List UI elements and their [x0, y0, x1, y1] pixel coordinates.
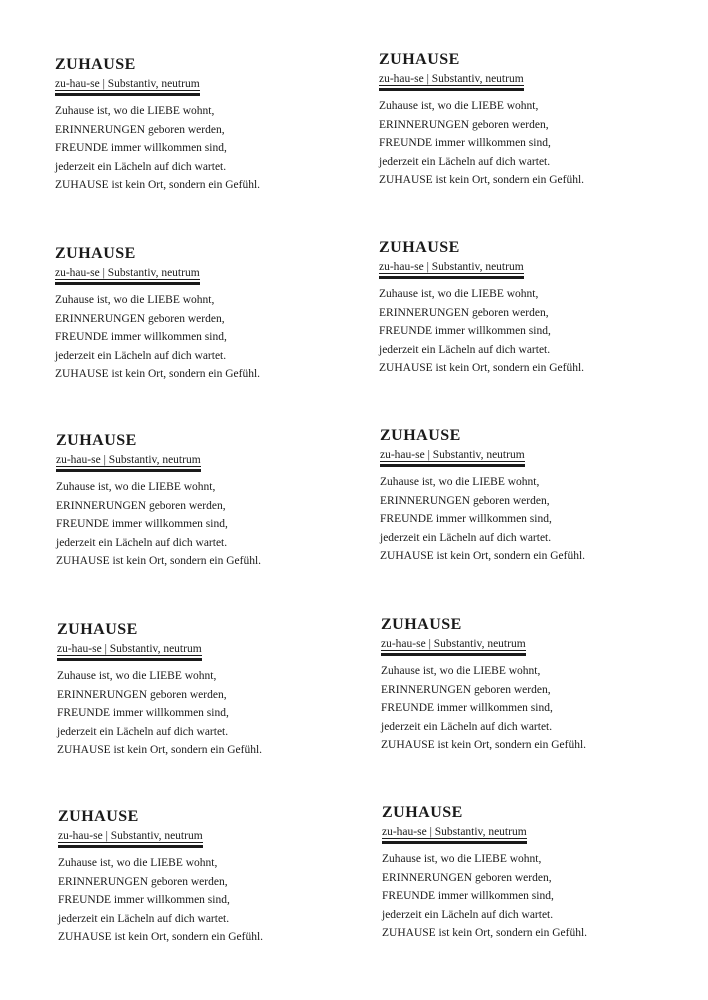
body-line: Zuhause ist, wo die LIEBE wohnt, [380, 476, 540, 488]
body-line: Zuhause ist, wo die LIEBE wohnt, [58, 857, 218, 869]
body-line: Zuhause ist, wo die LIEBE wohnt, [55, 105, 215, 117]
card-title: ZUHAUSE [57, 621, 138, 638]
body-line: Zuhause ist, wo die LIEBE wohnt, [56, 481, 216, 493]
body-line: jederzeit ein Lächeln auf dich wartet. [381, 720, 553, 733]
definition-card-10 [382, 804, 662, 943]
body-line: ERINNERUNGEN geboren werden, [56, 499, 226, 512]
definition-card-4 [379, 239, 659, 378]
body-line: ERINNERUNGEN geboren werden, [58, 875, 228, 888]
card-title: ZUHAUSE [382, 804, 463, 821]
definition-card-1 [55, 56, 335, 195]
body-line: ZUHAUSE ist kein Ort, sondern ein Gefühl. [56, 555, 262, 568]
card-title: ZUHAUSE [58, 808, 139, 825]
definition-card-2 [379, 51, 659, 190]
body-line: ERINNERUNGEN geboren werden, [381, 683, 551, 696]
body-line: ERINNERUNGEN geboren werden, [57, 688, 227, 701]
body-line: jederzeit ein Lächeln auf dich wartet. [57, 725, 229, 738]
card-body [56, 478, 336, 571]
definition-card-9 [58, 808, 338, 947]
card-title: ZUHAUSE [381, 616, 462, 633]
body-line: FREUNDE immer willkommen sind, [58, 894, 230, 907]
body-line: ERINNERUNGEN geboren werden, [380, 494, 550, 507]
body-line: Zuhause ist, wo die LIEBE wohnt, [379, 100, 539, 112]
card-body [58, 854, 338, 947]
body-line: ERINNERUNGEN geboren werden, [55, 312, 225, 325]
body-line: jederzeit ein Lächeln auf dich wartet. [379, 343, 551, 356]
card-title: ZUHAUSE [380, 427, 461, 444]
body-line: ZUHAUSE ist kein Ort, sondern ein Gefühl. [382, 927, 588, 940]
card-body [55, 102, 335, 195]
body-line: ZUHAUSE ist kein Ort, sondern ein Gefühl. [381, 739, 587, 752]
card-body [55, 291, 335, 384]
card-subtitle: zu-hau-se | Substantiv, neutrum [382, 825, 527, 842]
body-line: jederzeit ein Lächeln auf dich wartet. [55, 349, 227, 362]
card-body [379, 97, 659, 190]
definition-card-8 [381, 616, 661, 755]
body-line: FREUNDE immer willkommen sind, [380, 513, 552, 526]
body-line: jederzeit ein Lächeln auf dich wartet. [379, 155, 551, 168]
body-line: FREUNDE immer willkommen sind, [55, 331, 227, 344]
card-subtitle: zu-hau-se | Substantiv, neutrum [55, 266, 200, 283]
body-line: FREUNDE immer willkommen sind, [382, 890, 554, 903]
body-line: ZUHAUSE ist kein Ort, sondern ein Gefühl. [55, 179, 261, 192]
card-title: ZUHAUSE [379, 239, 460, 256]
card-body [380, 473, 660, 566]
definition-card-7 [57, 621, 337, 760]
card-subtitle: zu-hau-se | Substantiv, neutrum [57, 642, 202, 659]
body-line: FREUNDE immer willkommen sind, [56, 518, 228, 531]
card-title: ZUHAUSE [379, 51, 460, 68]
body-line: FREUNDE immer willkommen sind, [55, 142, 227, 155]
card-body [379, 285, 659, 378]
card-body [57, 667, 337, 760]
body-line: ERINNERUNGEN geboren werden, [379, 306, 549, 319]
body-line: Zuhause ist, wo die LIEBE wohnt, [57, 670, 217, 682]
body-line: ERINNERUNGEN geboren werden, [382, 871, 552, 884]
card-subtitle: zu-hau-se | Substantiv, neutrum [58, 829, 203, 846]
body-line: Zuhause ist, wo die LIEBE wohnt, [55, 294, 215, 306]
body-line: jederzeit ein Lächeln auf dich wartet. [56, 536, 228, 549]
body-line: ZUHAUSE ist kein Ort, sondern ein Gefühl. [379, 174, 585, 187]
definition-card-3 [55, 245, 335, 384]
card-subtitle: zu-hau-se | Substantiv, neutrum [380, 448, 525, 465]
card-subtitle: zu-hau-se | Substantiv, neutrum [379, 72, 524, 89]
card-body [382, 850, 662, 943]
body-line: jederzeit ein Lächeln auf dich wartet. [382, 908, 554, 921]
body-line: ZUHAUSE ist kein Ort, sondern ein Gefühl. [58, 931, 264, 944]
card-title: ZUHAUSE [55, 245, 136, 262]
definition-card-5 [56, 432, 336, 571]
card-subtitle: zu-hau-se | Substantiv, neutrum [56, 453, 201, 470]
card-subtitle: zu-hau-se | Substantiv, neutrum [55, 77, 200, 94]
card-subtitle: zu-hau-se | Substantiv, neutrum [379, 260, 524, 277]
body-line: Zuhause ist, wo die LIEBE wohnt, [379, 288, 539, 300]
card-body [381, 662, 661, 755]
body-line: jederzeit ein Lächeln auf dich wartet. [380, 531, 552, 544]
body-line: ZUHAUSE ist kein Ort, sondern ein Gefühl. [380, 550, 586, 563]
body-line: ERINNERUNGEN geboren werden, [55, 123, 225, 136]
body-line: FREUNDE immer willkommen sind, [379, 137, 551, 150]
body-line: FREUNDE immer willkommen sind, [57, 707, 229, 720]
body-line: ZUHAUSE ist kein Ort, sondern ein Gefühl. [379, 362, 585, 375]
card-title: ZUHAUSE [56, 432, 137, 449]
definition-card-6 [380, 427, 660, 566]
body-line: ERINNERUNGEN geboren werden, [379, 118, 549, 131]
card-subtitle: zu-hau-se | Substantiv, neutrum [381, 637, 526, 654]
body-line: jederzeit ein Lächeln auf dich wartet. [55, 160, 227, 173]
card-title: ZUHAUSE [55, 56, 136, 73]
body-line: jederzeit ein Lächeln auf dich wartet. [58, 912, 230, 925]
body-line: FREUNDE immer willkommen sind, [379, 325, 551, 338]
body-line: ZUHAUSE ist kein Ort, sondern ein Gefühl. [57, 744, 263, 757]
body-line: Zuhause ist, wo die LIEBE wohnt, [382, 853, 542, 865]
body-line: Zuhause ist, wo die LIEBE wohnt, [381, 665, 541, 677]
body-line: FREUNDE immer willkommen sind, [381, 702, 553, 715]
body-line: ZUHAUSE ist kein Ort, sondern ein Gefühl. [55, 368, 261, 381]
